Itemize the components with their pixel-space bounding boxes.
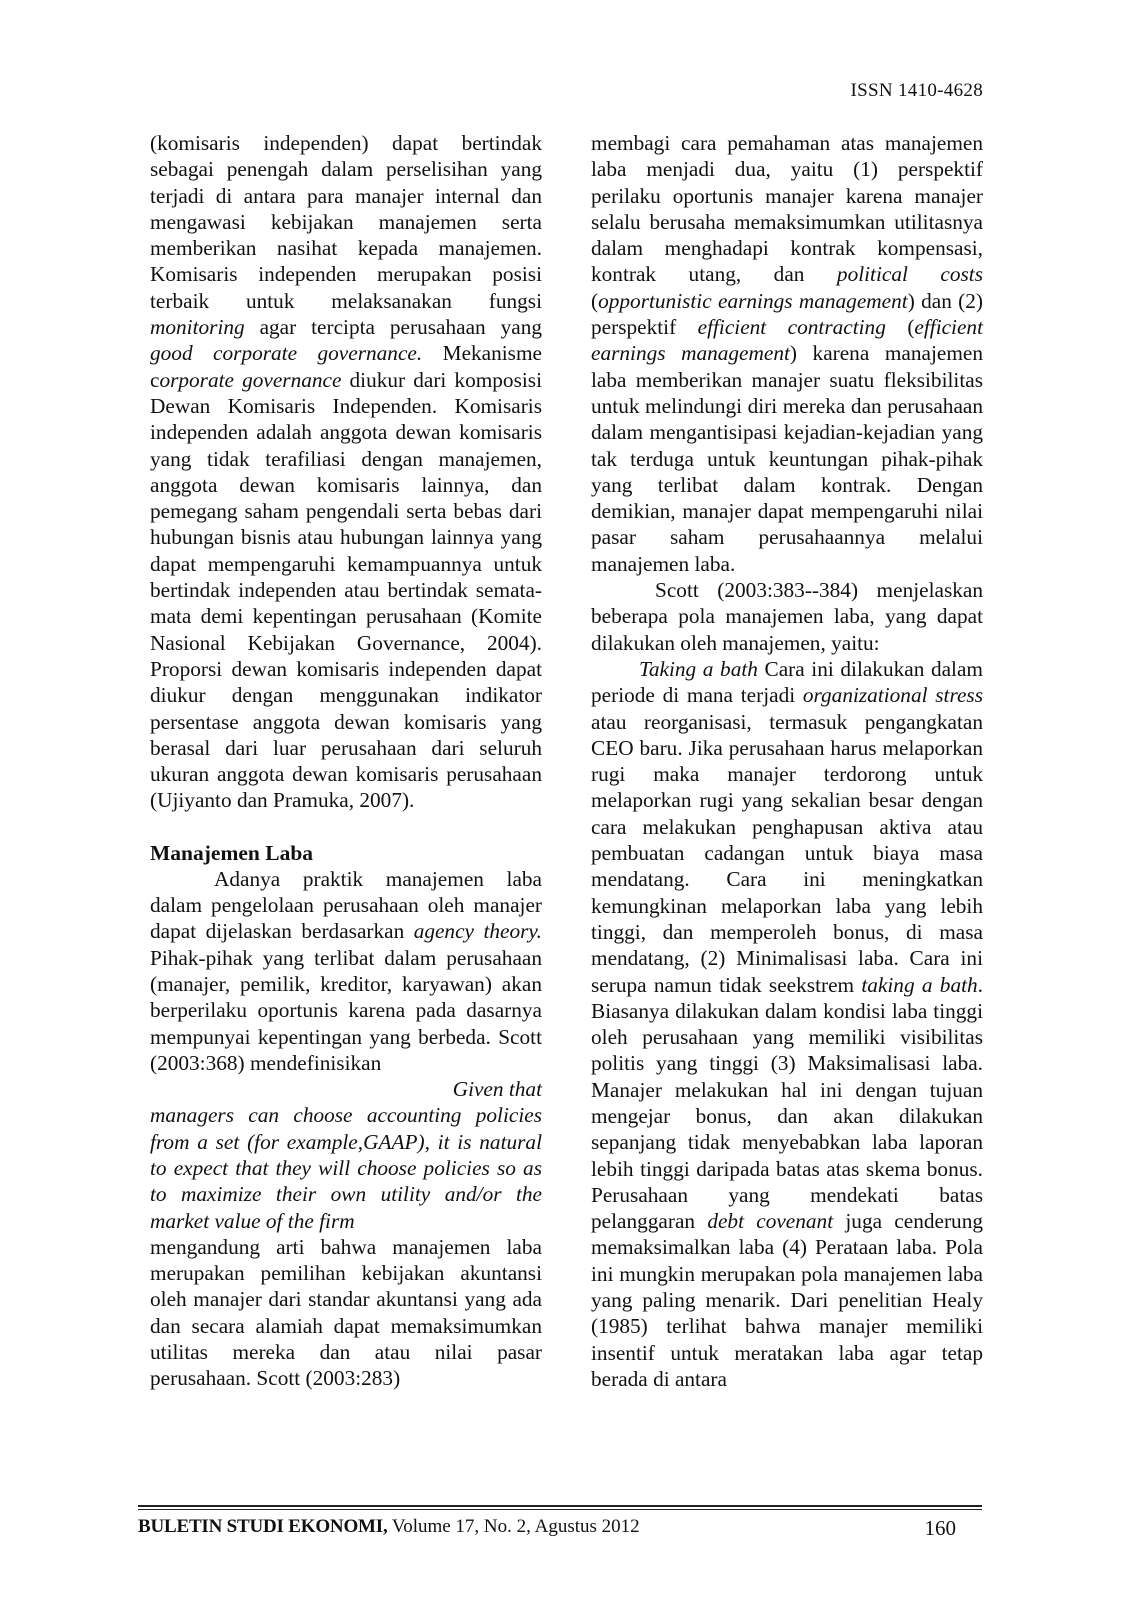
page-footer bbox=[138, 1516, 982, 1546]
italic-term: taking a bath bbox=[861, 972, 978, 997]
text-run: agar tercipta perusahaan yang bbox=[244, 315, 542, 340]
text-run: membagi cara pemahaman atas manajemen laba menjadi dua, yaitu (1) perspektif perilaku oportunis manajer karena manajer selalu berusaha memaksimumkan utilitasnya dalam menghadapi kontrak kompensasi, kontrak utang, dan bbox=[591, 131, 983, 287]
left-paragraph-2 bbox=[150, 866, 542, 1076]
text-run: Scott (2003:383--384) menjelaskan beberapa pola manajemen laba, yang dapat dilakukan oleh manajemen, yaitu: bbox=[591, 578, 983, 655]
footer-rule-thin bbox=[138, 1509, 982, 1510]
right-paragraph-1 bbox=[591, 130, 983, 577]
right-paragraph-2 bbox=[591, 577, 983, 656]
left-paragraph-3 bbox=[150, 1234, 542, 1392]
italic-term: good corporate governance. bbox=[150, 341, 423, 366]
page-number: 160 bbox=[924, 1516, 956, 1540]
text-run: atau reorganisasi, termasuk pengangkatan CEO baru. Jika perusahaan harus melaporkan rugi maka manajer terdorong untuk melaporkan rugi yang sekalian besar dengan cara melakukan penghapusan aktiva atau pembuatan cadangan untuk biaya masa mendatang. Cara ini meningkatkan kemungkinan melaporkan laba yang lebih tinggi, dan memperoleh bonus, di masa mendatang, (2) Minimalisasi laba. Cara ini serupa namun tidak seekstrem bbox=[591, 709, 983, 997]
italic-term: agency theory. bbox=[413, 919, 542, 944]
quote-body: managers can choose accounting policies from a set (for example,GAAP), it is natural to expect that they will choose policies so as to maximize their own utility and/or the market value of the firm bbox=[150, 1103, 542, 1233]
italic-term: orporate governance bbox=[159, 367, 342, 392]
italic-term: political costs bbox=[836, 262, 983, 287]
text-run: ) dan (2) perspektif bbox=[591, 288, 983, 340]
quote-start: Given that bbox=[452, 1077, 542, 1102]
text-run: ( bbox=[591, 288, 599, 313]
italic-term: debt covenant bbox=[707, 1209, 834, 1234]
issn-header: ISSN 1410-4628 bbox=[850, 80, 983, 101]
text-run: diukur dari komposisi Dewan Komisaris Independen. Komisaris independen adalah anggota dewan komisaris yang tidak terafiliasi dengan manajemen, anggota dewan komisaris lainnya, dan pemegang saham pengendali serta bebas dari hubungan bisnis atau hubungan lainnya yang dapat mempengaruhi kemampuannya untuk bertindak independen atau bertindak semata-mata demi kepentingan perusahaan (Komite Nasional Kebijakan Governance, 2004). Proporsi dewan komisaris independen dapat diukur dengan menggunakan indikator persentase anggota dewan komisaris yang berasal dari luar perusahaan dari seluruh ukuran anggota dewan komisaris perusahaan (Ujiyanto dan Pramuka, 2007). bbox=[150, 367, 542, 813]
italic-term: efficient earnings management bbox=[591, 315, 983, 366]
italic-term: Taking a bath bbox=[639, 656, 758, 681]
right-paragraph-3 bbox=[591, 656, 983, 1392]
left-column bbox=[150, 130, 542, 1392]
italic-term: efficient contracting bbox=[697, 315, 886, 340]
right-column bbox=[591, 130, 983, 1392]
italic-term: monitoring bbox=[150, 315, 245, 340]
text-run: juga cenderung memaksimalkan laba (4) Perataan laba. Pola ini mungkin merupakan pola manajemen laba yang paling menarik. Dari penelitian Healy (1985) terlihat bahwa manajer memiliki insentif untuk meratakan laba agar tetap berada di antara bbox=[591, 1209, 983, 1391]
section-title-manajemen-laba: Manajemen Laba bbox=[150, 840, 314, 865]
journal-name: BULETIN STUDI EKONOMI, bbox=[138, 1516, 388, 1537]
text-run: mengandung arti bahwa manajemen laba merupakan pemilihan kebijakan akuntansi oleh manajer dari standar akuntansi yang ada dan secara alamiah dapat memaksimumkan utilitas mereka dan atau nilai pasar perusahaan. Scott (2003:283) bbox=[150, 1234, 542, 1391]
text-run: Cara ini dilakukan dalam periode di mana terjadi bbox=[591, 656, 983, 708]
footer-rule-thick bbox=[138, 1505, 982, 1507]
text-run: . Biasanya dilakukan dalam kondisi laba tinggi oleh perusahaan yang memiliki visibilitas politis yang tinggi (3) Maksimalisasi laba. Manajer melakukan hal ini dengan tujuan mengejar bonus, dan akan dilakukan sepanjang tidak menyebabkan laba laporan lebih tinggi daripada batas atas skema bonus. Perusahaan yang mendekati batas pelanggaran bbox=[591, 972, 983, 1234]
text-run: Adanya praktik manajemen laba dalam pengelolaan perusahaan oleh manajer dapat dijelaskan berdasarkan bbox=[150, 866, 542, 944]
text-run: Mekanisme c bbox=[150, 341, 542, 392]
text-run: (komisaris independen) dapat bertindak sebagai penengah dalam perselisihan yang terjadi di antara para manajer internal dan mengawasi kebijakan manajemen serta memberikan nasihat kepada manajemen. Komisaris independen merupakan posisi terbaik untuk melaksanakan fungsi bbox=[150, 131, 542, 313]
text-run: ( bbox=[885, 315, 915, 340]
text-run: Pihak-pihak yang terlibat dalam perusahaan (manajer, pemilik, kreditor, karyawan) akan berperilaku oportunis karena pada dasarnya mempunyai kepentingan yang berbeda. Scott (2003:368) mendefinisikan bbox=[150, 945, 542, 1075]
italic-term: organizational stress bbox=[802, 683, 983, 708]
text-run: ) karena manajemen laba memberikan manajer suatu fleksibilitas untuk melindungi diri mereka dan perusahaan dalam mengantisipasi kejadian-kejadian yang tak terduga untuk keuntungan pihak-pihak yang terlibat dalam kontrak. Dengan demikian, manajer dapat mempengaruhi nilai pasar saham perusahaannya melalui manajemen laba. bbox=[591, 341, 983, 576]
journal-volume: Volume 17, No. 2, Agustus 2012 bbox=[387, 1516, 640, 1537]
italic-term: opportunistic earnings management bbox=[598, 288, 908, 313]
left-paragraph-1 bbox=[150, 130, 542, 814]
